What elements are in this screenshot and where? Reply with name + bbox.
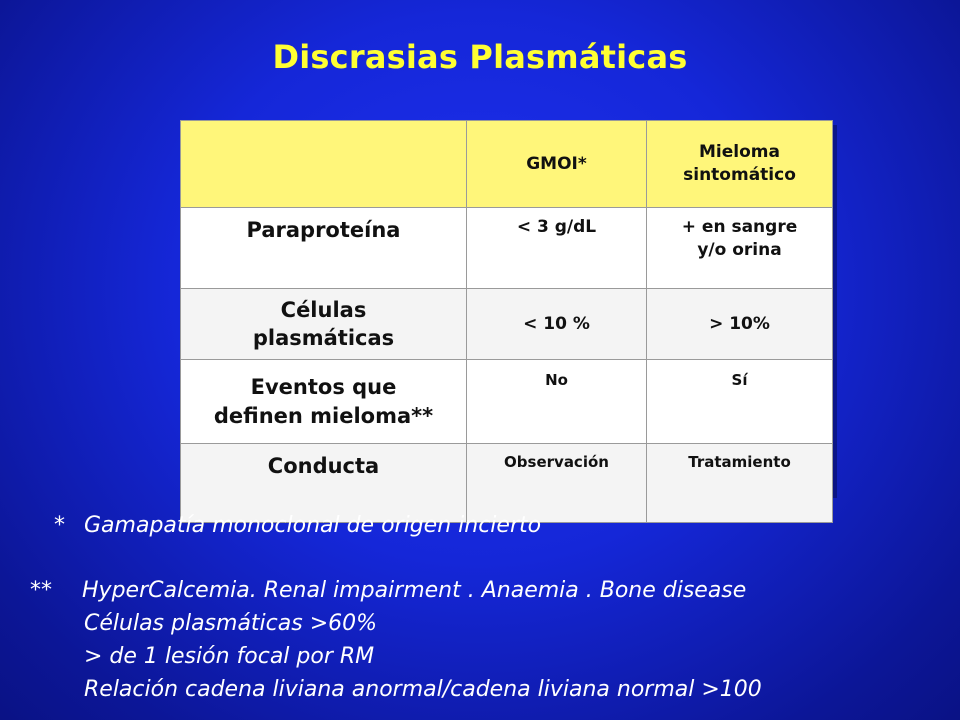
table-row	[181, 208, 833, 289]
cell-mieloma	[647, 208, 833, 289]
cell-gmoi: Observación	[467, 444, 647, 523]
table-row	[181, 444, 833, 523]
slide-title: Discrasias Plasmáticas	[272, 38, 688, 76]
footnote-gmoi	[54, 513, 541, 538]
footnote-myeloma-events	[30, 578, 746, 603]
row-label	[181, 208, 467, 289]
header-mieloma	[647, 121, 833, 208]
row-label	[181, 360, 467, 444]
row-label-line2: plasmáticas	[252, 326, 395, 350]
row-label-line2: definen mieloma**	[213, 403, 434, 428]
footnote-mark-single: *	[54, 513, 65, 538]
row-label	[181, 444, 467, 523]
cell-gmoi: No	[467, 360, 647, 444]
comparison-table	[180, 120, 833, 523]
table-row	[181, 360, 833, 444]
header-gmoi: GMOI*	[467, 121, 647, 208]
cell-gmoi: < 10 %	[467, 289, 647, 360]
header-mieloma-line2: sintomático	[683, 165, 796, 185]
footnote-subline-light-chain-ratio: Relación cadena liviana anormal/cadena liviana normal >100	[84, 677, 762, 702]
footnote-subline-plasma-cells: Células plasmáticas >60%	[84, 611, 378, 636]
cell-mieloma-line1: + en sangre	[681, 217, 798, 237]
table-header-row	[181, 121, 833, 208]
cell-mieloma-line2: y/o orina	[697, 239, 782, 260]
cell-gmoi: < 3 g/dL	[467, 208, 647, 289]
row-label-line1: Paraproteína	[246, 218, 401, 242]
row-label-line1: Eventos que	[250, 375, 397, 400]
cell-mieloma: Tratamiento	[647, 444, 833, 523]
cell-mieloma: Sí	[647, 360, 833, 444]
row-label-line1: Conducta	[267, 454, 380, 478]
header-mieloma-line1: Mieloma	[699, 142, 780, 163]
table-row	[181, 289, 833, 360]
row-label-line1: Células	[280, 297, 367, 322]
row-label	[181, 289, 467, 360]
cell-mieloma: > 10%	[647, 289, 833, 360]
header-corner-cell	[181, 121, 467, 208]
footnote-subline-focal-lesion: > de 1 lesión focal por RM	[84, 644, 375, 669]
comparison-table-container	[180, 120, 832, 493]
footnote-myeloma-events-text: HyperCalcemia. Renal impairment . Anaemia . Bone disease	[82, 578, 747, 603]
footnote-gmoi-text: Gamapatía monoclonal de origen incierto	[84, 513, 542, 538]
footnote-mark-double: **	[30, 578, 52, 603]
